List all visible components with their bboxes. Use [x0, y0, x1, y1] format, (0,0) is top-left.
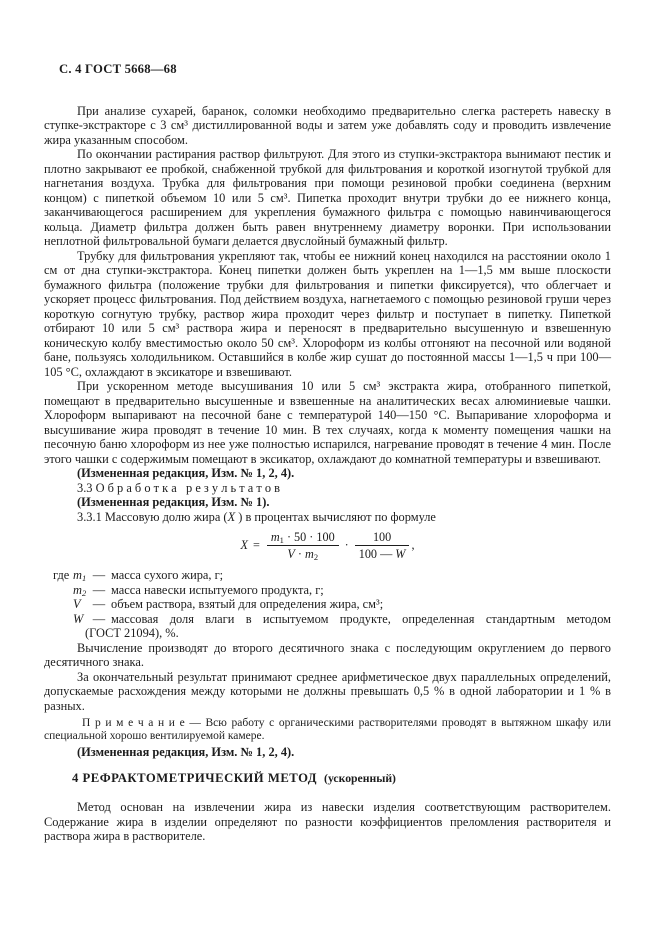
- definition-lead-spacer: [53, 583, 73, 598]
- note: [44, 717, 611, 744]
- formula-lhs-variable: X: [240, 538, 248, 553]
- formula-trailing-comma: ,: [411, 538, 415, 553]
- variable-w: W: [395, 547, 406, 562]
- amendment-note: (Измененная редакция, Изм. № 1, 2, 4).: [77, 466, 295, 480]
- definition-text: объем раствора, взятый для определения жира, см³;: [111, 597, 384, 612]
- definition-dash: —: [92, 582, 106, 597]
- subscript-1: 1: [81, 573, 87, 584]
- definition-row-m2: [44, 583, 611, 598]
- section-4-qualifier: (ускоренный): [324, 772, 396, 786]
- definition-lead-spacer: [53, 597, 73, 612]
- subsection-3-3-heading: 3.3 О б р а б о т к а р е з у л ь т а т о в: [77, 480, 281, 495]
- variable-v: V: [287, 547, 295, 562]
- definition-row-w: [44, 612, 611, 627]
- note-text: — Всю работу с органическими растворителями проводят в вытяжном шкафу или специальной хорошо вентилируемой камере.: [44, 717, 611, 743]
- amendment-note: (Измененная редакция, Изм. № 1).: [77, 495, 270, 509]
- fraction-1-denominator: [267, 546, 339, 561]
- paragraph-grinding: При анализе сухарей, баранок, соломки необходимо предварительно слегка растереть навеску в ступке-экстракторе с 3 см³ дистиллированной воды и затем уже добавлять соду и проводить извлечение жира указанным способом.: [44, 103, 611, 147]
- definition-row-v: [44, 597, 611, 612]
- variable-m2: [73, 583, 87, 598]
- subscript-2: 2: [313, 552, 319, 563]
- equals-sign: =: [252, 538, 260, 553]
- variable-letter: m: [73, 582, 82, 597]
- definition-row-m1: [44, 568, 611, 583]
- variable-x: X: [227, 509, 236, 524]
- variable-m1: [73, 568, 87, 583]
- section-4-title: 4 РЕФРАКТОМЕТРИЧЕСКИЙ МЕТОД: [72, 771, 318, 786]
- note-lead: П р и м е ч а н и е: [82, 717, 185, 730]
- formula-definitions: [44, 568, 611, 641]
- paragraph-final-result: За окончательный результат принимают среднее арифметическое двух параллельных определений, допускаемые расхождения между которыми не должны превышать 0,5 % в одной лаборатории и 1 % в разных.: [44, 669, 611, 713]
- definition-lead-spacer: [53, 612, 73, 627]
- variable-m1: m: [270, 530, 280, 544]
- section-4-heading: [44, 771, 611, 786]
- amendment-note: (Измененная редакция, Изм. № 1, 2, 4).: [77, 744, 295, 759]
- clause-text-post: ) в процентах вычисляют по формуле: [235, 509, 436, 524]
- formula: [44, 530, 611, 561]
- multiplication-dot: ·: [344, 538, 349, 553]
- variable-v: [73, 597, 87, 612]
- subscript-2: 2: [81, 587, 87, 598]
- paragraph-rounding-rule: Вычисление производят до второго десятичного знака с последующим округлением до первого десятичного знака.: [44, 640, 611, 670]
- paragraph-tube-mounting: Трубку для фильтрования укрепляют так, чтобы ее нижний конец находился на расстоянии около 1 см от дна ступки-экстрактора. Конец пипетки должен быть укреплен на 1—1,5 мм выше плоскости бумажного фильтра (положение трубки для фильтрования и пипетки фиксируется), что облегчает и ускоряет процесс фильтрования. Под действием воздуха, нагнетаемого с помощью резиновой груши через короткую согнутую трубку, раствор жира проходит через фильтр и поступает в пипетку. Пипеткой отбирают 10 или 5 см³ раствора жира и переносят в предварительно высушенную и взвешенную коническую колбу вместимостью около 50 см³. Хлороформ из колбы отгоняют на песочной или водяной бане, пользуясь холодильником. Оставшийся в колбе жир сушат до постоянной массы 1—1,5 ч при 100—105 °С, охлаждают в эксикаторе и взвешивают.: [44, 248, 611, 379]
- variable-w: [73, 612, 87, 627]
- formula-fraction-2: [355, 530, 410, 561]
- definition-text: массовая доля влаги в испытуемом продукте, определенная стандартным методом: [111, 611, 611, 626]
- variable-letter: W: [73, 611, 84, 626]
- definition-dash: —: [92, 597, 106, 612]
- definition-lead-word: где: [53, 568, 70, 583]
- clause-3-3-1: [44, 510, 611, 525]
- fraction-1-numerator: [267, 530, 339, 546]
- page-header: С. 4 ГОСТ 5668—68: [59, 62, 177, 76]
- variable-letter: m: [73, 568, 82, 583]
- fraction-2-numerator: 100: [355, 530, 410, 546]
- definition-text: масса навески испытуемого продукта, г;: [111, 582, 324, 597]
- numerator-factors: · 50 · 100: [283, 530, 335, 544]
- clause-text-pre: 3.3.1 Массовую долю жира (: [77, 509, 228, 524]
- definition-dash: —: [92, 611, 106, 626]
- variable-letter: V: [73, 597, 81, 612]
- definition-continuation: (ГОСТ 21094), %.: [85, 626, 179, 641]
- paragraph-refractometric-method: Метод основан на извлечении жира из навески изделия соответствующим растворителем. Содержание жира в изделии определяют по разности коэффициентов преломления растворителя и раствора жира в растворителе.: [44, 800, 611, 844]
- multiplication-dot: ·: [294, 547, 306, 562]
- paragraph-accelerated-drying: При ускоренном методе высушивания 10 или 5 см³ экстракта жира, отобранного пипеткой, помещают в предварительно высушенные и взвешенные на аналитических весах алюминиевые чашки. Хлороформ выпаривают на песочной бане с температурой 140—150 °С. Выпаривание хлороформа и высушивание жира проводят в течение 10 мин. В тех случаях, когда к моменту помещения чашки на песочную баню хлороформ из нее уже полностью испарился, нагревание проводят в течение 4 мин. После этого чашки с содержимым помещают в эксикатор, охлаждают до комнатной температуры и взвешивают.: [44, 379, 611, 466]
- formula-fraction-1: [267, 530, 339, 561]
- denominator-constant: 100 —: [358, 547, 396, 562]
- paragraph-filtration-setup: По окончании растирания раствор фильтруют. Для этого из ступки-экстрактора вынимают пестик и плотно закрывают ее пробкой, снабженной трубкой для фильтрования и короткой изогнутой трубкой для нагнетания воздуха. Трубка для фильтрования при помощи резиновой пробки соединена (верхним концом) с пипеткой объемом 10 или 5 см³. Пипетка проходит внутри трубки до ее нижнего конца, заканчивающегося расширением для укрепления бумажного фильтра с помощью навинчивающегося кольца. Диаметр фильтра должен быть равен внутреннему диаметру воронки. При использовании неплотной фильтровальной бумаги делается двуслойный бумажный фильтр.: [44, 147, 611, 248]
- definition-dash: —: [92, 568, 106, 583]
- subscript-1: 1: [279, 535, 284, 545]
- definition-row-w-continuation: [44, 626, 611, 641]
- variable-m2: m: [305, 547, 314, 562]
- definition-text: масса сухого жира, г;: [111, 568, 224, 583]
- fraction-2-denominator: [355, 546, 410, 561]
